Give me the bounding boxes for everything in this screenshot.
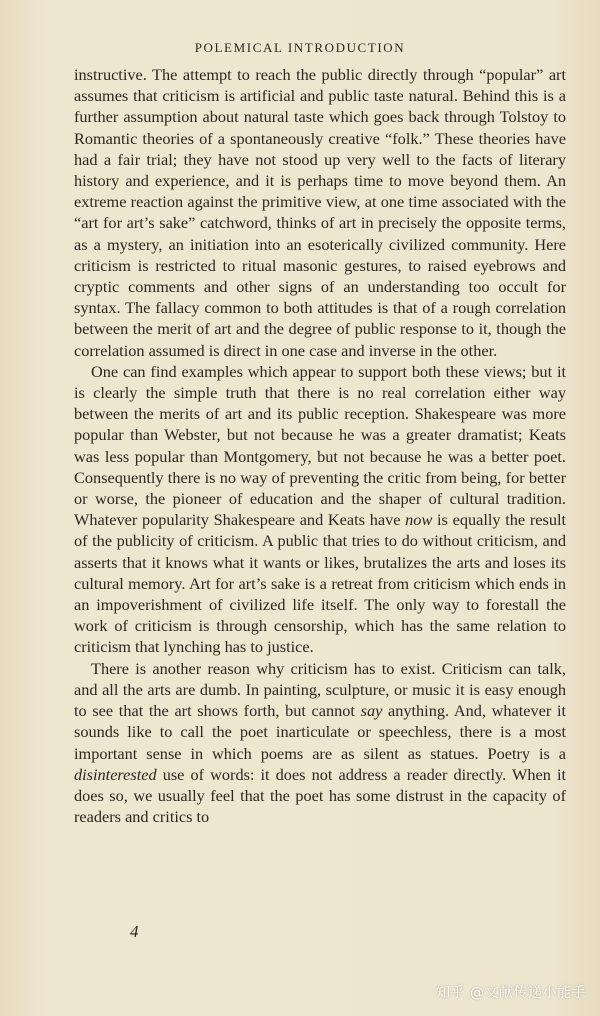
text-segment: One can find examples which appear to support both these views; but it is clearly the simple truth that there is no real correlation either way between the merits of art and its public reception. Shakespeare was more popular than Webster, but not because he was a greater dramatist; Keats was less popular than Montgomery, but not because he was a better poet. Consequently there is no way of preventing the critic from being, for better or worse, the pioneer of education and the shaper of cultural tradition. Whatever popularity Shakespeare and Keats have (74, 361, 566, 530)
text-segment: There is another reason why criticism has to exist. Criticism can talk, and all the arts are dumb. In painting, sculpture, or music it is easy enough to see that the art shows forth, but cannot (74, 658, 566, 721)
body-text (74, 64, 566, 827)
paragraph (74, 658, 566, 828)
emphasis: disinterested (74, 764, 157, 784)
emphasis: say (360, 701, 383, 721)
page-number: 4 (130, 922, 139, 941)
emphasis: now (405, 510, 433, 530)
paragraph (74, 64, 566, 361)
paragraph (74, 361, 566, 658)
text-segment: instructive. The attempt to reach the public directly through “popular” art assumes that criticism is artificial and public taste natural. Behind this is a further assumption about natural taste which goes back through Tolstoy to Romantic theories of a spontaneously creative “folk.” These theories have had a fair trial; they have not stood up very well to the facts of literary history and experience, and it is perhaps time to move beyond them. An extreme reaction against the primitive view, at one time associated with the “art for art’s sake” catchword, thinks of art in precisely the opposite terms, as a mystery, an initiation into an esoterically civilized community. Here criticism is restricted to ritual masonic gestures, to raised eyebrows and cryptic comments and other signs of an understanding too occult for syntax. The fallacy common to both attitudes is that of a rough correlation between the merit of art and the degree of public response to it, though the correlation assumed is direct in one case and inverse in the other. (74, 65, 566, 360)
watermark: 知乎 @文献传递小能手 (436, 985, 586, 1001)
text-segment: anything. And, whatever it sounds like to call the poet inarticulate or speechless, there is a most important sense in which poems are as silent as statues. Poetry is a (74, 701, 566, 763)
running-head: POLEMICAL INTRODUCTION (194, 40, 406, 55)
text-segment: is equally the result of the publicity of criticism. A public that tries to do without criticism, and asserts that it knows what it wants or likes, brutalizes the arts and loses its cultural memory. Art for art’s sake is a retreat from criticism which ends in an impoverishment of civilized life itself. The only way to forestall the work of criticism is through censorship, which has the same relation to criticism that lynching has to justice. (74, 510, 567, 657)
text-segment: use of words: it does not address a reader directly. When it does so, we usually feel that the poet has some distrust in the capacity of readers and critics to (74, 764, 566, 827)
